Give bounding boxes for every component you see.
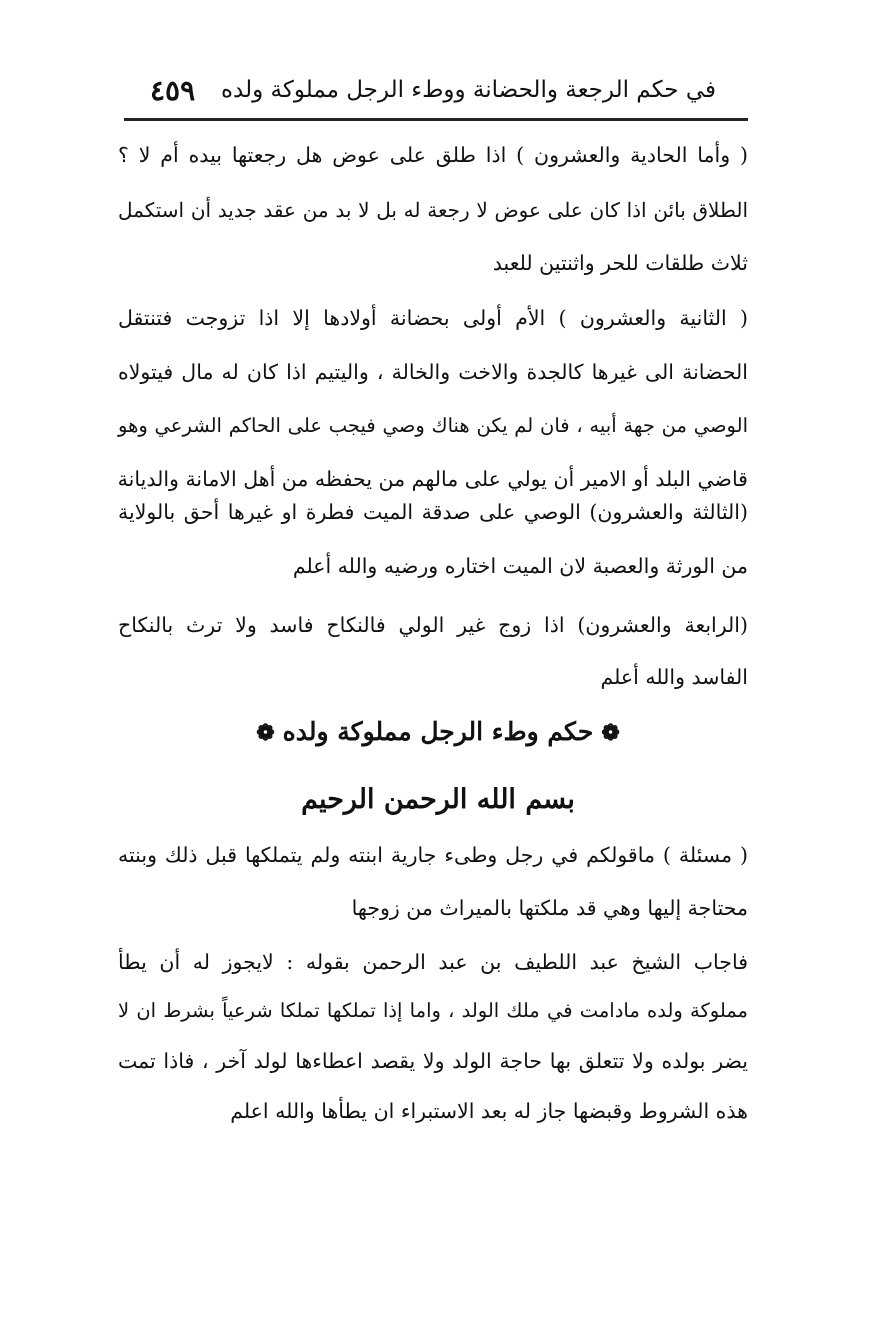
question-line-2: محتاجة إليها وهي قد ملكتها بالميراث من زوجها xyxy=(351,896,748,920)
basmala: بسم الله الرحمن الرحيم xyxy=(301,784,575,815)
answer-line-1: فاجاب الشيخ عبد اللطيف بن عبد الرحمن بقوله : لايجوز له أن يطأ xyxy=(118,950,748,974)
paragraph-23-line-2: من الورثة والعصبة لان الميت اختاره ورضيه والله أعلم xyxy=(292,554,748,578)
paragraph-24-line-1: (الرابعة والعشرون) اذا زوج غير الولي فالنكاح فاسد ولا ترث بالنكاح xyxy=(118,613,748,637)
answer-line-4: هذه الشروط وقبضها جاز له بعد الاستبراء ان يطأها والله اعلم xyxy=(230,1099,748,1123)
ornament-right-icon: ❁ xyxy=(601,720,620,746)
answer-line-3: يضر بولده ولا تتعلق بها حاجة الولد ولا يقصد اعطاءها لولد آخر ، فاذا تمت xyxy=(118,1049,748,1073)
paragraph-22-line-3: الوصي من جهة أبيه ، فان لم يكن هناك وصي فيجب على الحاكم الشرعي وهو xyxy=(118,414,748,437)
paragraph-22-line-4: قاضي البلد أو الامير أن يولي على مالهم من يحفظه من أهل الامانة والديانة xyxy=(117,467,748,491)
paragraph-24-line-2: الفاسد والله أعلم xyxy=(600,665,748,689)
paragraph-21-line-3: ثلاث طلقات للحر واثنتين للعبد xyxy=(492,251,748,275)
page-number: ٤٥٩ xyxy=(150,73,196,107)
section-heading xyxy=(200,707,676,757)
paragraph-22-line-2: الحضانة الى غيرها كالجدة والاخت والخالة ، واليتيم اذا كان له مال فيتولاه xyxy=(118,360,748,384)
header-divider xyxy=(124,118,748,121)
paragraph-23-line-1: (الثالثة والعشرون) الوصي على صدقة الميت فطرة او غيرها أحق بالولاية xyxy=(118,500,748,524)
paragraph-21-line-1: ( وأما الحادية والعشرون ) اذا طلق على عوض هل رجعتها بيده أم لا ؟ xyxy=(118,143,748,167)
answer-line-2: مملوكة ولده مادامت في ملك الولد ، واما إذا تملكها تملكا شرعياً بشرط ان لا xyxy=(118,999,748,1022)
ornament-left-icon: ❁ xyxy=(256,720,275,746)
paragraph-22-line-1: ( الثانية والعشرون ) الأم أولى بحضانة أولادها إلا اذا تزوجت فتنتقل xyxy=(118,306,748,330)
question-line-1: ( مسئلة ) ماقولكم في رجل وطىء جارية ابنته ولم يتملكها قبل ذلك وبنته xyxy=(118,843,748,867)
paragraph-21-line-2: الطلاق بائن اذا كان على عوض لا رجعة له بل لا بد من عقد جديد أن استكمل xyxy=(118,198,748,222)
section-heading-text: حكم وطء الرجل مملوكة ولده xyxy=(282,717,594,746)
running-header xyxy=(150,68,716,112)
header-title: في حكم الرجعة والحضانة ووطء الرجل مملوكة ولده xyxy=(221,77,716,103)
